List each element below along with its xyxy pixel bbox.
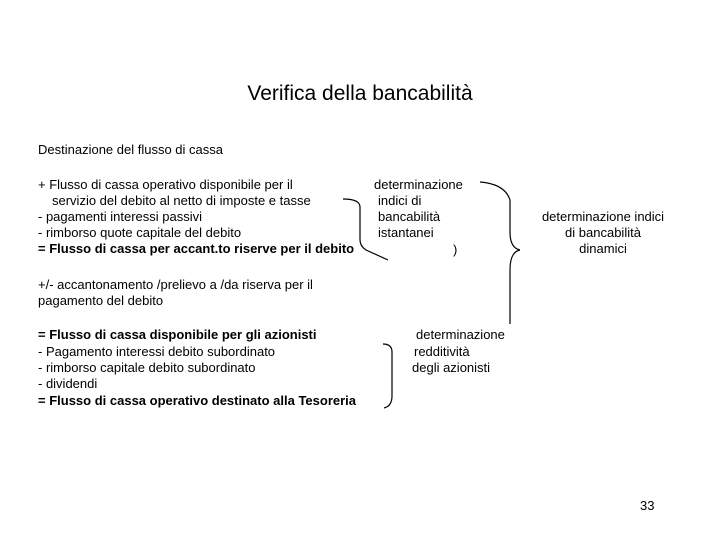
istantanei-line1: determinazione (374, 177, 463, 192)
slide-title: Verifica della bancabilità (247, 82, 473, 105)
block3-line5: = Flusso di cassa operativo destinato alla Tesoreria (38, 393, 357, 408)
istantanei-line2: indici di (378, 193, 422, 208)
block3-line2: - Pagamento interessi debito subordinato (38, 344, 276, 359)
bracket-dinamici-lower (510, 250, 520, 324)
block3-line4: - dividendi (38, 376, 98, 391)
istantanei-paren: ) (453, 242, 458, 257)
page-number: 33 (640, 498, 655, 513)
bracket-istantanei (343, 199, 388, 260)
bracket-redditivita (383, 344, 392, 408)
bracket-dinamici-upper (480, 182, 520, 250)
redditivita-line2: redditività (414, 344, 470, 359)
dinamici-line1: determinazione indici (541, 209, 665, 224)
block1-line5: = Flusso di cassa per accant.to riserve per il debito (38, 241, 355, 256)
block2-line2: pagamento del debito (38, 293, 164, 308)
redditivita-line1: determinazione (416, 327, 505, 342)
istantanei-line4: istantanei (378, 225, 434, 240)
block1-line3: - pagamenti interessi passivi (38, 209, 203, 224)
block3-line3: - rimborso capitale debito subordinato (38, 360, 256, 375)
block3-line1: = Flusso di cassa disponibile per gli azionisti (38, 327, 317, 342)
dinamici-line2: di bancabilità (565, 225, 641, 240)
block1-line1: + Flusso di cassa operativo disponibile per il (38, 177, 293, 192)
block1-line2: servizio del debito al netto di imposte e tasse (52, 193, 311, 208)
block1-line4: - rimborso quote capitale del debito (38, 225, 242, 240)
block2-line1: +/- accantonamento /prelievo a /da riserva per il (38, 277, 313, 292)
istantanei-line3: bancabilità (378, 209, 441, 224)
section-heading: Destinazione del flusso di cassa (38, 142, 223, 157)
redditivita-line3: degli azionisti (412, 360, 491, 375)
dinamici-line3: dinamici (579, 241, 627, 256)
